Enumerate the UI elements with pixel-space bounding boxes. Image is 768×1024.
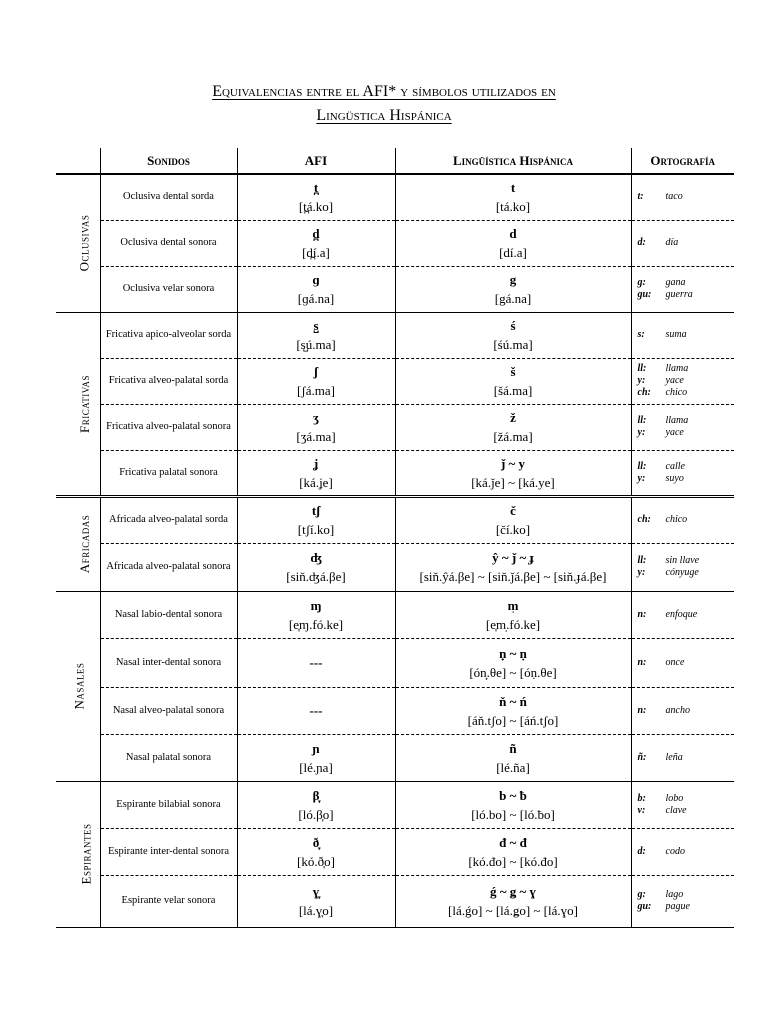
grapheme: ch: [637, 387, 651, 398]
ling-cell-symbol: č [510, 503, 516, 518]
ling-cell-symbol: ň ~ ń [499, 693, 527, 709]
afi-cell-example: [d̪í.a] [302, 245, 330, 260]
grapheme: d: [637, 237, 646, 248]
ling-cell-example: [ón̟.θe] ~ [óṇ.θe] [469, 664, 557, 680]
afi-cell [237, 312, 395, 358]
afi-cell [237, 875, 395, 927]
title-line-1: Equivalencias entre el AFI* y símbolos utilizados en [212, 83, 556, 100]
ortografia-entry [638, 375, 735, 387]
example-word: once [665, 656, 685, 668]
afi-cell-symbol: ʒ [313, 410, 319, 425]
grapheme: y: [637, 427, 646, 438]
example-word: chico [665, 387, 688, 398]
ling-cell [395, 266, 631, 312]
table-row [56, 543, 734, 591]
grapheme: s: [637, 329, 645, 340]
grapheme: ñ: [637, 751, 647, 763]
header-linguistica: Lingüística Hispánica [395, 148, 631, 174]
example-word: clave [665, 804, 687, 816]
table-row [56, 404, 734, 450]
ling-cell-symbol: b ~ ƀ [499, 787, 527, 803]
afi-cell [237, 450, 395, 496]
afi-cell-example: [lá.ɣ̞o] [298, 903, 334, 918]
ling-cell [395, 687, 631, 734]
ling-cell [395, 591, 631, 638]
ortografia-cell [631, 591, 734, 638]
grapheme: d: [637, 845, 646, 857]
ortografia-entry [638, 277, 735, 289]
group-label-cell [56, 174, 100, 312]
ling-cell [395, 404, 631, 450]
ling-cell-example: [e̞m̩.fó.ke] [485, 616, 541, 632]
ling-cell-symbol: d [509, 226, 517, 241]
example-word: guerra [665, 289, 693, 300]
ling-cell-example: [áň.tʃo] ~ [áń.tʃo] [467, 712, 559, 728]
example-word: enfoque [665, 608, 698, 620]
afi-cell [237, 266, 395, 312]
sonido-cell: Fricativa alveo-palatal sonora [100, 404, 237, 450]
ortografia-entry [638, 805, 735, 817]
example-word: cónyuge [665, 567, 699, 578]
ling-cell [395, 174, 631, 220]
grapheme: gu: [637, 901, 652, 912]
ling-cell-example: [lé.ña] [496, 759, 530, 775]
ortografia-entry [638, 415, 735, 427]
ortografia-cell [631, 543, 734, 591]
group-label-cell [56, 496, 100, 591]
afi-cell-example: [t̪á.ko] [298, 199, 334, 215]
ortografia-entry [638, 752, 735, 764]
afi-cell-symbol: tʃ [311, 503, 321, 518]
group-label: Espirantes [78, 823, 94, 885]
afi-cell-symbol: s̺ [313, 318, 319, 333]
header-ortografia: Ortografía [631, 148, 734, 174]
afi-cell [237, 781, 395, 828]
ortografia-entry [638, 901, 735, 913]
sonido-cell: Espirante velar sonora [100, 875, 237, 927]
example-word: pague [665, 901, 690, 912]
ling-cell [395, 543, 631, 591]
afi-cell-example: [ʃá.ma] [297, 383, 335, 398]
example-word: leña [665, 751, 683, 763]
ling-cell-symbol: ǰ ~ y [500, 455, 526, 471]
grapheme: y: [637, 567, 646, 578]
example-word: yace [665, 375, 684, 386]
ling-cell [395, 781, 631, 828]
afi-cell-example: [ká.ʝe] [299, 474, 333, 490]
example-word: suma [665, 329, 687, 340]
table-row [56, 312, 734, 358]
table-row [56, 174, 734, 220]
ling-cell-example: [ká.ǰe] ~ [ká.ye] [471, 474, 555, 490]
sonido-cell: Nasal palatal sonora [100, 734, 237, 781]
grapheme: n: [637, 704, 647, 716]
ortografia-cell [631, 875, 734, 927]
example-word: lobo [665, 792, 684, 804]
afi-cell-example: [s̺ú.ma] [296, 337, 336, 352]
afi-cell [237, 687, 395, 734]
group-label: Fricativas [77, 374, 93, 433]
sonido-cell: Africada alveo-palatal sorda [100, 496, 237, 543]
example-word: ancho [665, 704, 690, 716]
ortografia-entry [638, 555, 735, 567]
table-row [56, 638, 734, 687]
grapheme: ll: [637, 460, 647, 472]
grapheme: ll: [637, 415, 647, 426]
afi-cell [237, 404, 395, 450]
ling-cell [395, 358, 631, 404]
afi-cell-symbol: --- [309, 655, 323, 670]
ling-cell-symbol: š [510, 364, 516, 379]
example-word: taco [665, 191, 683, 203]
ortografia-cell [631, 687, 734, 734]
example-word: llama [665, 415, 689, 426]
ortografia-cell [631, 404, 734, 450]
grapheme: b: [637, 792, 646, 804]
ortografia-cell [631, 266, 734, 312]
afi-cell [237, 591, 395, 638]
grapheme: y: [637, 375, 646, 386]
sonido-cell: Espirante inter-dental sonora [100, 828, 237, 875]
ortografia-entry [638, 514, 735, 526]
ling-cell [395, 312, 631, 358]
example-word: calle [665, 460, 685, 472]
ortografia-cell [631, 828, 734, 875]
afi-cell-symbol: ʃ [314, 364, 318, 379]
afi-cell-symbol: ʝ [313, 455, 319, 471]
afi-cell-example: [ló.β̞o] [298, 806, 334, 822]
grapheme: t: [637, 191, 644, 203]
afi-cell-example: [siň.ʤá.βe] [286, 569, 346, 584]
table-row [56, 496, 734, 543]
ortografia-entry [638, 461, 735, 473]
ling-cell-example: [čí.ko] [495, 522, 531, 537]
ortografia-entry [638, 363, 735, 375]
table-row [56, 734, 734, 781]
ling-cell-symbol: ŷ ~ ǰ ~ ɟ [492, 550, 534, 565]
example-word: sin llave [665, 555, 700, 566]
afi-cell-symbol: --- [309, 703, 323, 718]
grapheme: gu: [637, 289, 652, 300]
afi-cell-example: [kó.ð̞o] [297, 853, 335, 869]
ling-cell-symbol: đ ~ đ [499, 834, 527, 850]
example-word: codo [665, 845, 685, 857]
example-word: lago [665, 889, 684, 900]
ortografia-entry [638, 846, 735, 858]
header-afi: AFI [237, 148, 395, 174]
ling-cell-symbol: ñ [509, 740, 517, 756]
table-header-row [56, 148, 734, 174]
table-row [56, 591, 734, 638]
example-word: chico [665, 514, 688, 525]
ortografia-cell [631, 312, 734, 358]
example-word: gana [665, 277, 686, 288]
ortografia-cell [631, 220, 734, 266]
ling-cell-example: [gá.na] [494, 291, 532, 306]
ortografia-entry [638, 237, 735, 249]
sonido-cell: Espirante bilabial sonora [100, 781, 237, 828]
ortografia-cell [631, 174, 734, 220]
ling-cell-symbol: n̟ ~ ṇ [499, 645, 527, 661]
ling-cell-example: [šá.ma] [493, 383, 533, 398]
group-label: Oclusivas [76, 214, 92, 272]
afi-cell-example: [ʒá.ma] [296, 429, 336, 444]
group-label: Nasales [71, 662, 87, 710]
ling-cell [395, 828, 631, 875]
ling-cell [395, 875, 631, 927]
grapheme: n: [637, 656, 647, 668]
ling-cell [395, 450, 631, 496]
table-row [56, 266, 734, 312]
ling-cell [395, 734, 631, 781]
ling-cell-example: [śú.ma] [493, 337, 533, 352]
afi-cell [237, 828, 395, 875]
ortografia-cell [631, 358, 734, 404]
ling-cell-symbol: ǵ ~ ǥ ~ ɣ [489, 884, 537, 899]
afi-cell-symbol: t̪ [313, 180, 319, 196]
table-row [56, 875, 734, 927]
ortografia-entry [638, 705, 735, 717]
grapheme: ll: [637, 555, 647, 566]
ortografia-cell [631, 781, 734, 828]
group-label-cell [56, 781, 100, 927]
sonido-cell: Fricativa apico-alveolar sorda [100, 312, 237, 358]
afi-cell-symbol: ð̞ [312, 834, 320, 850]
ortografia-cell [631, 734, 734, 781]
afi-cell-example: [ɡá.na] [297, 291, 335, 306]
grapheme: y: [637, 472, 646, 484]
afi-cell-symbol: ʤ [310, 550, 322, 565]
ortografia-entry [638, 473, 735, 485]
ling-cell-symbol: ś [510, 318, 516, 333]
group-label-cell [56, 312, 100, 496]
afi-cell [237, 220, 395, 266]
ortografia-entry [638, 289, 735, 301]
ling-cell-example: [kó.đo] ~ [kó.đo] [468, 853, 558, 869]
afi-cell-symbol: ɲ [312, 740, 320, 756]
example-word: yace [665, 427, 684, 438]
sonido-cell: Oclusiva dental sorda [100, 174, 237, 220]
example-word: suyo [665, 472, 684, 484]
grapheme: n: [637, 608, 647, 620]
table-row [56, 828, 734, 875]
afi-cell-symbol: d̪ [312, 226, 320, 241]
ortografia-cell [631, 496, 734, 543]
example-word: llama [665, 363, 689, 374]
ling-cell-symbol: m̩ [507, 597, 519, 613]
afi-cell-symbol: β̞ [312, 787, 320, 803]
grapheme: g: [637, 889, 646, 900]
table-row [56, 781, 734, 828]
grapheme: ll: [637, 363, 647, 374]
table-body [56, 174, 734, 927]
afi-cell [237, 734, 395, 781]
example-word: día [665, 237, 679, 248]
sonido-cell: Fricativa alveo-palatal sorda [100, 358, 237, 404]
ling-cell-example: [žá.ma] [493, 429, 533, 444]
sonido-cell: Fricativa palatal sonora [100, 450, 237, 496]
ortografia-cell [631, 450, 734, 496]
ortografia-entry [638, 889, 735, 901]
ling-cell-symbol: ž [510, 410, 516, 425]
afi-cell-symbol: ɱ [310, 597, 322, 613]
table-row [56, 220, 734, 266]
ling-cell-example: [lá.ǵo] ~ [lá.ǥo] ~ [lá.ɣo] [448, 903, 578, 918]
ortografia-entry [638, 609, 735, 621]
afi-cell [237, 174, 395, 220]
ortografia-entry [638, 387, 735, 399]
ortografia-entry [638, 567, 735, 579]
ortografia-entry [638, 793, 735, 805]
ling-cell-example: [ló.bo] ~ [ló.ƀo] [471, 806, 555, 822]
ortografia-entry [638, 191, 735, 203]
ortografia-entry [638, 329, 735, 341]
group-label-cell [56, 591, 100, 781]
ling-cell-symbol: g [509, 272, 517, 287]
ortografia-entry [638, 427, 735, 439]
ling-cell [395, 638, 631, 687]
ling-cell-example: [siň.ŷá.βe] ~ [siň.ǰá.βe] ~ [siň.ɟá.βe] [419, 569, 607, 584]
header-sonidos: Sonidos [100, 148, 237, 174]
ling-cell [395, 220, 631, 266]
ling-cell-example: [dí.a] [499, 245, 527, 260]
table-row [56, 450, 734, 496]
group-label: Africadas [77, 514, 93, 574]
sonido-cell: Nasal inter-dental sonora [100, 638, 237, 687]
title-line-2: Lingüstica Hispánica [316, 107, 452, 124]
ortografia-entry [638, 657, 735, 669]
ling-cell [395, 496, 631, 543]
afi-cell-symbol: ɡ [312, 272, 320, 287]
afi-cell-example: [lé.ɲa] [299, 759, 333, 775]
table-row [56, 687, 734, 734]
sonido-cell: Oclusiva dental sonora [100, 220, 237, 266]
equivalence-table [56, 148, 734, 928]
grapheme: v: [637, 804, 646, 816]
table-row [56, 358, 734, 404]
afi-cell [237, 543, 395, 591]
document-title [0, 80, 768, 128]
sonido-cell: Nasal alveo-palatal sonora [100, 687, 237, 734]
grapheme: g: [637, 277, 646, 288]
afi-cell [237, 638, 395, 687]
afi-cell [237, 358, 395, 404]
afi-cell-symbol: ɣ̞ [312, 884, 320, 899]
grapheme: ch: [637, 514, 651, 525]
sonido-cell: Nasal labio-dental sonora [100, 591, 237, 638]
afi-cell-example: [tʃí.ko] [297, 522, 335, 537]
afi-cell-example: [e̞ɱ.fó.ke] [288, 616, 344, 632]
ling-cell-symbol: t [510, 180, 516, 196]
afi-cell [237, 496, 395, 543]
ling-cell-example: [tá.ko] [495, 199, 531, 215]
sonido-cell: Oclusiva velar sonora [100, 266, 237, 312]
ortografia-cell [631, 638, 734, 687]
sonido-cell: Africada alveo-palatal sonora [100, 543, 237, 591]
